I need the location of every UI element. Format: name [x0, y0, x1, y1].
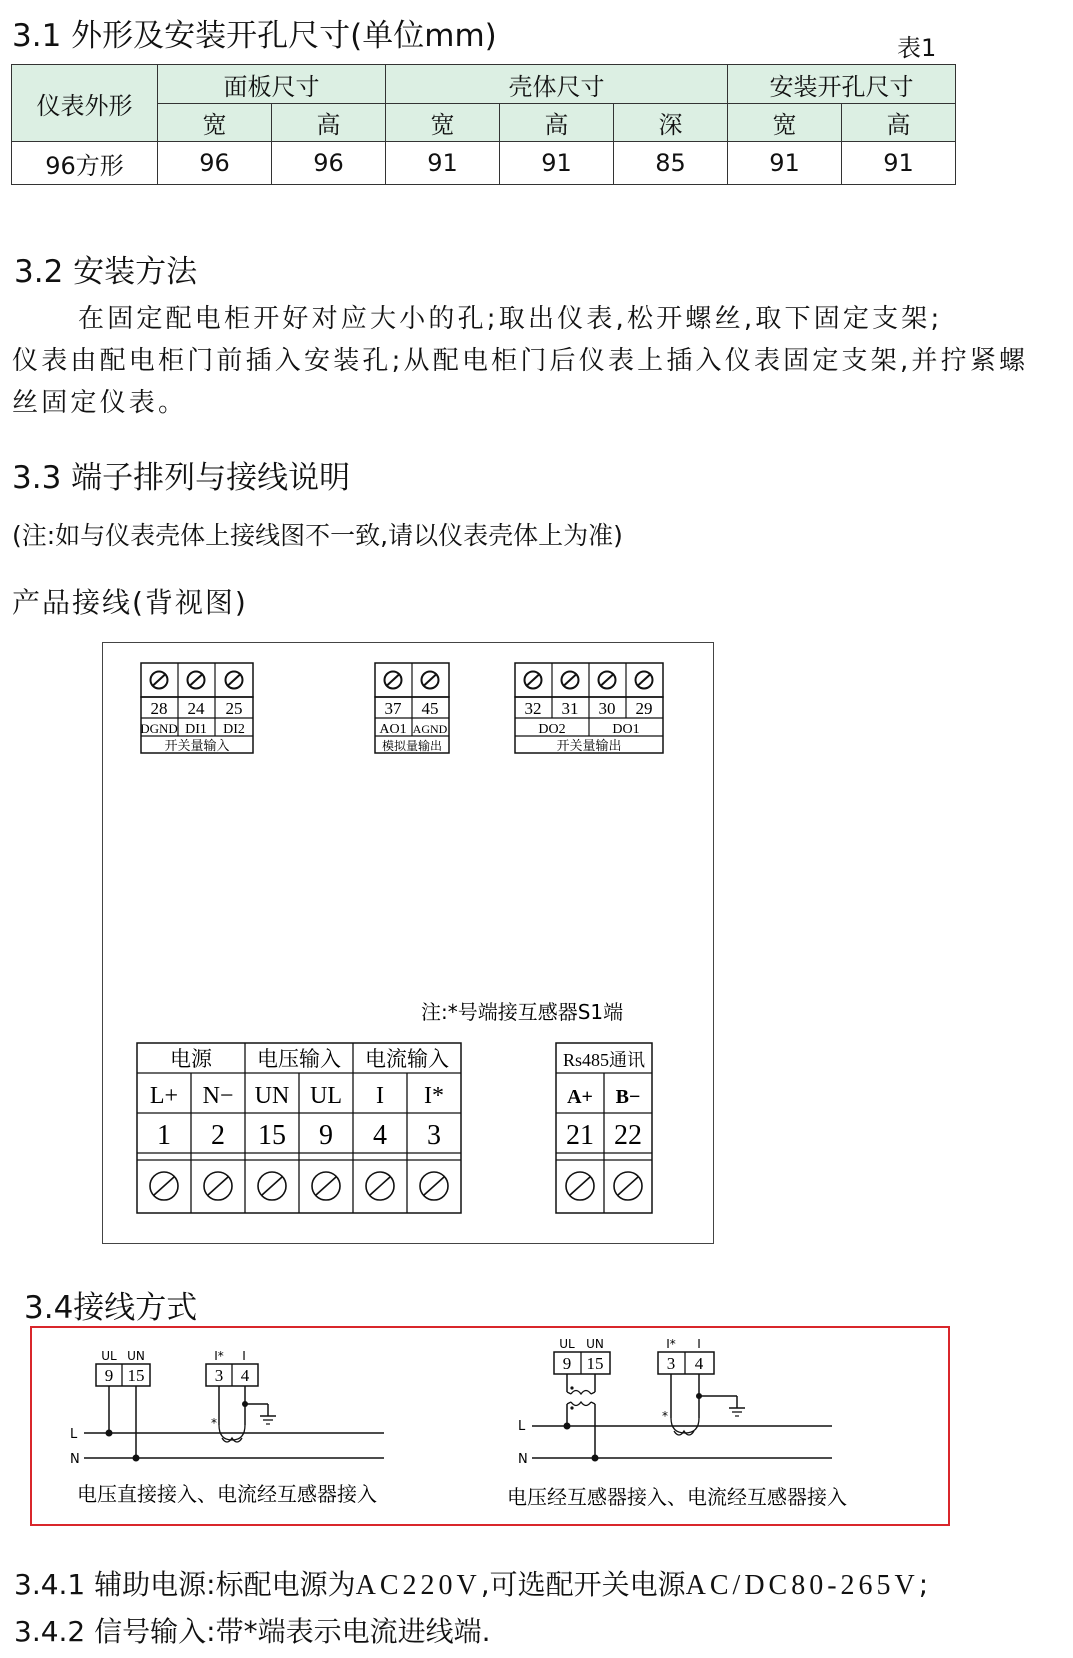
header-width: 宽: [158, 104, 272, 142]
terminal-block-digital-output: [515, 663, 663, 754]
terminal-number: 21: [566, 1120, 594, 1151]
group-label-current: 电流输入: [365, 1047, 449, 1071]
terminal-number: 25: [225, 699, 243, 718]
cell-value: 85: [614, 142, 728, 185]
cell-value: 91: [500, 142, 614, 185]
wire-label: I*: [214, 1349, 224, 1363]
line-label-l: L: [518, 1419, 526, 1434]
section-3-4-heading: 3.4接线方式: [24, 1290, 198, 1326]
install-text-line-2: 仪表由配电柜门前插入安装孔;从配电柜门后仪表上插入仪表固定支架,并拧紧螺: [12, 346, 1029, 376]
terminal-number: 3: [427, 1120, 441, 1151]
terminal-number: 3: [214, 1366, 224, 1385]
wire-label: I: [242, 1349, 246, 1363]
terminal-label: I: [376, 1083, 384, 1109]
terminal-diagram: [102, 642, 714, 1244]
star-mark: *: [211, 1416, 217, 1430]
wiring-diagram-pt-voltage: [507, 1337, 847, 1509]
terminal-label: UL: [310, 1083, 342, 1109]
terminal-number: 32: [524, 699, 542, 718]
header-height: 高: [842, 104, 956, 142]
terminal-number: 24: [187, 699, 205, 718]
block-caption: 开关量输入: [164, 739, 230, 754]
wire-label: UN: [127, 1349, 145, 1363]
cell-value: 96: [272, 142, 386, 185]
wiring-diagram-direct-voltage: [70, 1349, 384, 1506]
wire-label: UN: [586, 1337, 604, 1351]
terminal-number: 9: [562, 1354, 572, 1373]
terminal-number: 4: [373, 1120, 387, 1151]
signal-input-label: 3.4.2 信号输入:: [14, 1615, 216, 1648]
aux-power-end: ;: [918, 1568, 929, 1601]
wire-label: I: [697, 1337, 701, 1351]
terminal-label: A+: [567, 1086, 593, 1108]
terminal-block-digital-input: [140, 663, 253, 754]
terminal-number: 15: [127, 1366, 145, 1385]
terminal-number: 1: [157, 1120, 171, 1151]
wire-label: UL: [101, 1349, 117, 1363]
terminal-number: 31: [561, 699, 579, 718]
section-3-2-heading: 3.2 安装方法: [14, 254, 198, 290]
group-label-voltage: 电压输入: [257, 1047, 341, 1071]
section-3-1-heading: 3.1 外形及安装开孔尺寸(单位mm): [12, 18, 497, 54]
header-width: 宽: [386, 104, 500, 142]
terminal-block-rs485: [556, 1043, 652, 1213]
terminal-diagram-svg: [103, 643, 713, 1243]
terminal-label: I*: [424, 1083, 444, 1109]
header-shell: 壳体尺寸: [386, 65, 728, 104]
row-shape: 96方形: [12, 142, 158, 185]
terminal-block-analog-output: [375, 663, 449, 753]
cell-value: 91: [386, 142, 500, 185]
wire-label: I*: [666, 1337, 676, 1351]
cell-value: 91: [728, 142, 842, 185]
rs485-title: Rs485通讯: [562, 1050, 646, 1070]
terminal-number: 4: [240, 1366, 250, 1385]
block-caption: 开关量输出: [556, 739, 622, 754]
s1-note: 注:*号端接互感器S1端: [421, 1000, 624, 1024]
terminal-name: DI1: [185, 722, 207, 737]
group-label-power: 电源: [170, 1047, 212, 1071]
terminal-number: 30: [598, 699, 616, 718]
terminal-name: DO1: [612, 722, 640, 737]
terminal-label: UN: [254, 1083, 290, 1109]
aux-power-text: 标配电源为: [215, 1568, 356, 1601]
aux-power-text-2: ,可选配开关电源: [480, 1568, 686, 1601]
install-text-line-3: 丝固定仪表。: [12, 388, 188, 418]
terminal-name: DO2: [538, 722, 566, 737]
header-depth: 深: [614, 104, 728, 142]
header-shape: 仪表外形: [12, 65, 158, 142]
wire-label: UL: [559, 1337, 575, 1351]
signal-input-line: [14, 1610, 491, 1650]
terminal-number: 37: [384, 699, 402, 718]
aux-power-label: 3.4.1 辅助电源:: [14, 1568, 216, 1601]
line-label-n: N: [70, 1452, 80, 1467]
terminal-number: 3: [666, 1354, 676, 1373]
terminal-number: 9: [319, 1120, 333, 1151]
terminal-number: 15: [586, 1354, 604, 1373]
dimensions-table: [11, 64, 956, 185]
terminal-name: AGND: [412, 722, 448, 736]
caption-left: 电压直接接入、电流经互感器接入: [77, 1482, 377, 1506]
cell-value: 91: [842, 142, 956, 185]
diagram-title: 产品接线(背视图): [12, 586, 248, 619]
terminal-number: 22: [614, 1120, 642, 1151]
terminal-number: 28: [150, 699, 168, 718]
header-height: 高: [500, 104, 614, 142]
terminal-label: N−: [202, 1083, 234, 1109]
cell-value: 96: [158, 142, 272, 185]
header-cutout: 安装开孔尺寸: [728, 65, 956, 104]
terminal-number: 2: [211, 1120, 225, 1151]
terminal-number: 45: [421, 699, 439, 718]
caption-right: 电压经互感器接入、电流经互感器接入: [507, 1485, 847, 1509]
wiring-methods-box: [30, 1326, 950, 1526]
aux-power-line: [14, 1563, 928, 1603]
terminal-label: L+: [149, 1083, 179, 1109]
aux-power-option: AC/DC80-265V: [685, 1570, 919, 1601]
star-mark: *: [662, 1409, 668, 1423]
wiring-note: (注:如与仪表壳体上接线图不一致,请以仪表壳体上为准): [12, 521, 623, 550]
header-panel: 面板尺寸: [158, 65, 386, 104]
install-text-line-1: 在固定配电柜开好对应大小的孔;取出仪表,松开螺丝,取下固定支架;: [78, 304, 943, 334]
terminal-number: 15: [258, 1120, 286, 1151]
header-width: 宽: [728, 104, 842, 142]
signal-input-text: 带*端表示电流进线端.: [215, 1615, 491, 1648]
table-label: 表1: [897, 34, 937, 62]
wiring-methods-svg: [32, 1328, 944, 1520]
terminal-number: 29: [635, 699, 653, 718]
terminal-name: DGND: [140, 721, 178, 736]
block-caption: 模拟量输出: [381, 739, 443, 753]
terminal-name: DI2: [223, 722, 245, 737]
terminal-number: 4: [694, 1354, 704, 1373]
terminal-name: AO1: [379, 722, 407, 737]
line-label-l: L: [70, 1427, 78, 1442]
section-3-3-heading: 3.3 端子排列与接线说明: [12, 460, 351, 496]
aux-power-standard: AC220V: [355, 1570, 481, 1601]
terminal-label: B−: [615, 1086, 641, 1108]
terminal-number: 9: [104, 1366, 114, 1385]
header-height: 高: [272, 104, 386, 142]
terminal-block-main: [137, 1043, 461, 1213]
line-label-n: N: [518, 1452, 528, 1467]
